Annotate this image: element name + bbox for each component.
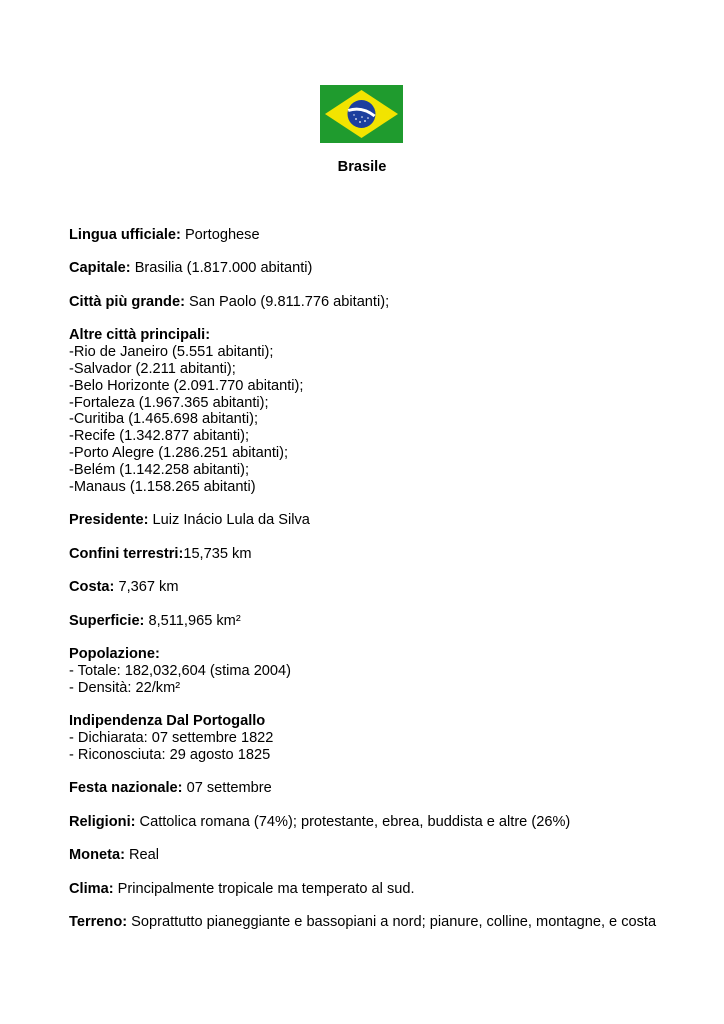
terreno [69, 914, 659, 931]
field-label: Altre città principali: [69, 327, 211, 344]
list-item: - Riconosciuta: 29 agosto 1825 [69, 746, 271, 763]
field-value: Cattolica romana (74%); protestante, ebrea, buddista e altre (26%) [135, 813, 571, 830]
list-item: -Belo Horizonte (2.091.770 abitanti); [69, 377, 304, 394]
list-item: -Curitiba (1.465.698 abitanti); [69, 411, 259, 428]
field-label: Lingua ufficiale: [69, 227, 181, 243]
field-value: Real [124, 847, 160, 864]
field-label: Popolazione: [69, 646, 160, 663]
field-value: Brasilia (1.817.000 abitanti) [130, 260, 313, 277]
field-label: Costa: [69, 579, 115, 596]
field-label: Religioni: [69, 813, 136, 830]
list-item: -Belém (1.142.258 abitanti); [69, 461, 250, 478]
field-value: Luiz Inácio Lula da Silva [148, 512, 310, 529]
confini-terrestri [69, 546, 659, 563]
list-item: -Porto Alegre (1.286.251 abitanti); [69, 445, 289, 462]
field-label: Capitale: [69, 260, 131, 277]
field-value: 15,735 km [183, 545, 252, 562]
list-item: -Recife (1.342.877 abitanti); [69, 428, 250, 445]
field-label: Indipendenza Dal Portogallo [69, 713, 266, 730]
popolazione [69, 646, 659, 696]
moneta [69, 847, 659, 864]
altre-citta-principali [69, 327, 659, 495]
field-label: Confini terrestri: [69, 545, 184, 562]
clima [69, 881, 659, 898]
list-item: -Salvador (2.211 abitanti); [69, 361, 236, 378]
field-value: Portoghese [180, 227, 260, 243]
lingua-ufficiale [69, 227, 659, 244]
presidente [69, 512, 659, 529]
field-label: Moneta: [69, 847, 125, 864]
page-title: Brasile [337, 159, 387, 175]
capitale [69, 260, 659, 277]
superficie [69, 613, 659, 630]
list-item: - Dichiarata: 07 settembre 1822 [69, 729, 274, 746]
indipendenza [69, 713, 659, 763]
citta-piu-grande [69, 294, 659, 311]
list-item: -Fortaleza (1.967.365 abitanti); [69, 394, 269, 411]
field-label: Festa nazionale: [69, 780, 183, 797]
field-label: Superficie: [69, 612, 145, 629]
list-item: - Densità: 22/km² [69, 679, 181, 696]
costa [69, 579, 659, 596]
field-value: Principalmente tropicale ma temperato al sud. [113, 880, 415, 897]
field-label: Terreno: [69, 914, 128, 931]
religioni [69, 814, 659, 831]
field-value: 7,367 km [114, 579, 179, 596]
document-body [69, 227, 659, 948]
field-value: 8,511,965 km² [144, 612, 241, 629]
field-value: Soprattutto pianeggiante e bassopiani a nord; pianure, colline, montagne, e costa [127, 914, 657, 931]
field-label: Clima: [69, 880, 114, 897]
list-item: -Manaus (1.158.265 abitanti) [69, 478, 256, 495]
field-value: San Paolo (9.811.776 abitanti); [184, 293, 390, 310]
field-label: Città più grande: [69, 293, 185, 310]
brazil-flag-image [320, 85, 403, 143]
festa-nazionale [69, 780, 659, 797]
field-label: Presidente: [69, 512, 149, 529]
list-item: - Totale: 182,032,604 (stima 2004) [69, 662, 292, 679]
list-item: -Rio de Janeiro (5.551 abitanti); [69, 344, 274, 361]
field-value: 07 settembre [182, 780, 272, 797]
